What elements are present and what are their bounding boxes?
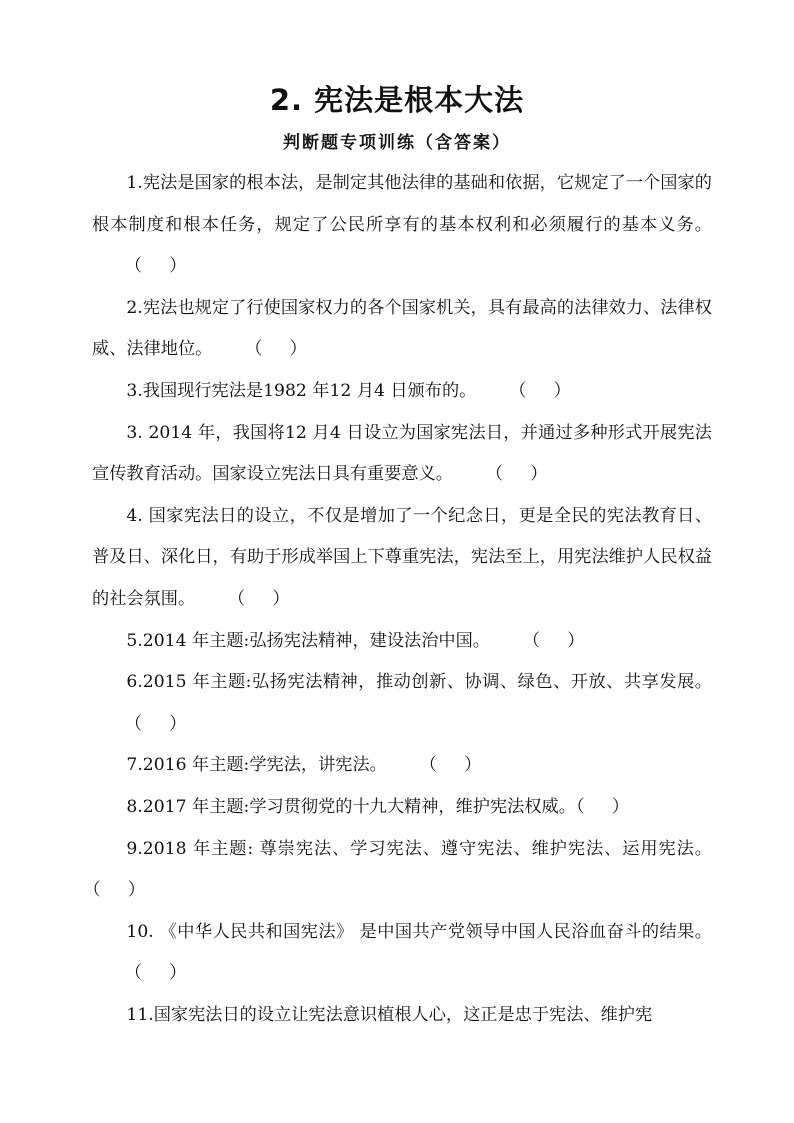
question-text: 11.国家宪法日的设立让宪法意识植根人心，这正是忠于宪法、维护宪	[126, 1004, 653, 1025]
question-item	[92, 413, 712, 496]
question-item	[92, 829, 712, 912]
answer-bracket: （ ）	[92, 963, 187, 984]
question-text: 4. 国家宪法日的设立，不仅是增加了一个纪念日，更是全民的宪法教育日、普及日、深化日，有助于形成举国上下尊重宪法，宪法至上，用宪法维护人民权益的社会氛围。	[92, 505, 712, 609]
page-title: 2. 宪法是根本大法	[269, 83, 525, 117]
answer-bracket: （ ）	[92, 256, 187, 277]
answer-bracket: （ ）	[489, 630, 585, 651]
question-text: 8.2017 年主题:学习贯彻党的十九大精神，维护宪法权威。	[126, 796, 576, 817]
question-item	[92, 621, 712, 663]
question-text: 2.宪法也规定了行使国家权力的各个国家机关，具有最高的法律效力、法律权威、法律地位。	[92, 297, 712, 360]
question-item	[92, 745, 712, 787]
question-item	[92, 912, 712, 995]
question-text: 9.2018 年主题: 尊崇宪法、学习宪法、遵守宪法、维护宪法、运用宪法。	[126, 838, 712, 859]
question-item	[92, 995, 712, 1037]
question-item	[92, 662, 712, 745]
question-text: 7.2016 年主题:学宪法，讲宪法。	[126, 755, 387, 776]
question-text: 5.2014 年主题:弘扬宪法精神，建设法治中国。	[126, 630, 490, 651]
question-item	[92, 371, 712, 413]
question-text: 1.宪法是国家的根本法，是制定其他法律的基础和依据，它规定了一个国家的根本制度和根本任务，规定了公民所享有的基本权利和必须履行的基本义务。	[92, 173, 712, 235]
question-text: 6.2015 年主题:弘扬宪法精神，推动创新、协调、绿色、开放、共享发展。	[126, 672, 712, 693]
question-text: 10. 《中华人民共和国宪法》 是中国共产党领导中国人民浴血奋斗的结果。	[126, 921, 712, 942]
answer-bracket: （ ）	[575, 796, 630, 817]
answer-bracket: （ ）	[386, 755, 482, 776]
question-item	[92, 496, 712, 621]
question-text: 3. 2014 年，我国将12 月4 日设立为国家宪法日，并通过多种形式开展宪法宣传教育活动。国家设立宪法日具有重要意义。	[92, 422, 712, 485]
answer-bracket: （ ）	[476, 380, 571, 401]
question-item	[92, 787, 712, 829]
answer-bracket: （ ）	[212, 339, 307, 360]
answer-bracket: （ ）	[92, 713, 187, 734]
answer-bracket: （ ）	[92, 880, 146, 901]
question-item	[92, 288, 712, 371]
question-text: 3.我国现行宪法是1982 年12 月4 日颁布的。	[126, 380, 477, 401]
question-list	[92, 163, 712, 1036]
question-item	[92, 163, 712, 288]
answer-bracket: （ ）	[195, 588, 290, 609]
page-subtitle: 判断题专项训练（含答案）	[283, 133, 511, 153]
answer-bracket: （ ）	[452, 464, 548, 485]
